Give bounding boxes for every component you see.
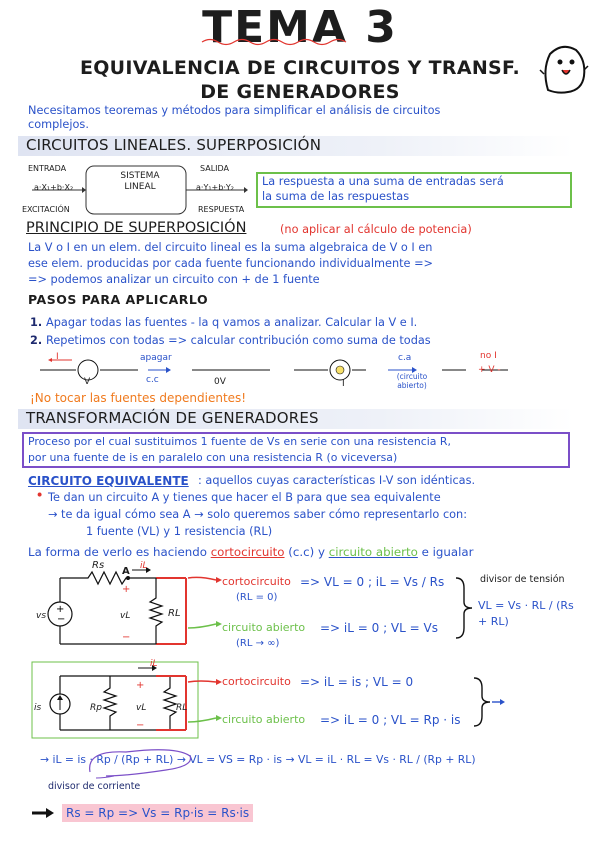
diagram-apagar: apagar — [140, 353, 172, 363]
final-result: Rs = Rp => Vs = Rp·is = Rs·is — [62, 804, 253, 822]
label-respuesta: RESPUESTA — [198, 205, 245, 214]
principle-line-3: => podemos analizar un circuito con + de 1 fuente — [28, 273, 320, 286]
circuit2-il: iL — [150, 659, 158, 669]
principle-heading: PRINCIPIO DE SUPERPOSICIÓN — [26, 220, 247, 236]
circuit1-ca-label: circuito abierto — [222, 621, 306, 634]
circuit1-cc-cond: (RL = 0) — [236, 592, 278, 603]
label-entrada: ENTRADA — [28, 164, 67, 173]
diagram-cc: c.c — [146, 375, 159, 385]
svg-text:−: − — [57, 614, 66, 625]
intro-line-1: Necesitamos teoremas y métodos para simplificar el análisis de circuitos — [28, 104, 441, 117]
circuit1-rs: Rs — [92, 560, 105, 571]
diagram-circuito-abierto: (circuito abierto) — [396, 372, 428, 390]
circuit2-is: is — [34, 703, 42, 713]
label-input-signal: a·X₁+b·X₂ — [34, 183, 74, 192]
diagram-i-label-2: I — [342, 379, 345, 389]
circuit1-ca-cond: (RL → ∞) — [236, 638, 280, 649]
circuit2-brace — [472, 676, 506, 728]
circuit2-cc-label: cortocircuito — [222, 675, 291, 688]
resistor-icon — [150, 578, 162, 644]
circuit1-vl: vL — [120, 611, 131, 621]
circuit2-cc-result: => iL = is ; VL = 0 — [300, 675, 414, 689]
subtitle-line-2: DE GENERADORES — [200, 81, 400, 103]
diagram-ca: c.a — [398, 353, 412, 363]
divisor-corriente-label: divisor de corriente — [48, 781, 141, 792]
forma-cc: (c.c) — [288, 545, 315, 559]
definition-line-2: por una fuente de is en paralelo con una resistencia R (o viceversa) — [28, 451, 398, 464]
forma-pre: La forma de verlo es haciendo — [28, 545, 207, 559]
circuit1-rl: RL — [168, 608, 181, 619]
diagram-no-i: no I — [480, 351, 497, 361]
bullet-line-2: → te da igual cómo sea A → solo queremos saber cómo representarlo con: — [48, 508, 468, 521]
step-1-number: 1. — [30, 316, 43, 329]
step-2-text: Repetimos con todas => calcular contribución como suma de todas — [46, 334, 431, 347]
circuit1-minus: − — [122, 632, 131, 643]
diagram-plus-v-minus: + V - — [478, 365, 501, 375]
forma-circuito-abierto: circuito abierto — [328, 545, 418, 559]
circuit1-il: iL — [140, 561, 148, 571]
system-line-2: LINEAL — [124, 182, 156, 192]
circuit1-a: A — [122, 566, 130, 577]
divisor-tension-label: divisor de tensión — [480, 574, 565, 585]
principle-line-1: La V o I en un elem. del circuito lineal es la suma algebraica de V o I en — [28, 241, 433, 254]
page-title: TEMA 3 — [202, 2, 398, 53]
circuit2-rp: Rp — [90, 703, 102, 713]
circuit2-ca-label: circuito abierto — [222, 713, 306, 726]
circuit2-vl: vL — [136, 703, 147, 713]
step-2-number: 2. — [30, 334, 43, 347]
circuit2-ca-result: => iL = 0 ; VL = Rp · is — [320, 713, 461, 727]
forma-y: y — [317, 545, 325, 559]
principle-note: (no aplicar al cálculo de potencia) — [280, 223, 472, 236]
formula-highlight-loop — [86, 742, 196, 782]
steps-heading: PASOS PARA APLICARLO — [28, 292, 209, 307]
label-output-signal: a·Y₁+b·Y₂ — [196, 183, 234, 192]
response-line-2: la suma de las respuestas — [262, 190, 410, 203]
diagram-i-label: I — [56, 352, 59, 362]
formula-line: → iL = is · Rp / (Rp + RL) → VL = VS = Rp · is → VL = iL · RL = Vs · RL / (Rp + RL) — [40, 753, 476, 766]
bullet-line-3: 1 fuente (VL) y 1 resistencia (RL) — [86, 525, 273, 538]
system-box-label — [90, 171, 190, 193]
bullet-line-1: Te dan un circuito A y tienes que hacer el B para que sea equivalente — [48, 491, 441, 504]
circuit2-plus: + — [136, 680, 145, 691]
steps-diagram — [30, 352, 520, 392]
arrow-icon — [30, 806, 56, 820]
bullet-dot: • — [36, 489, 44, 502]
label-excitacion: EXCITACIÓN — [22, 205, 70, 214]
circuit-2-current-source — [30, 660, 200, 740]
page-subtitle — [0, 56, 600, 104]
circuit1-cc-result: => VL = 0 ; iL = Vs / Rs — [300, 575, 445, 589]
label-salida: SALIDA — [200, 164, 230, 173]
circuit1-brace — [454, 576, 474, 640]
section-heading-circuitos-lineales: CIRCUITOS LINEALES. SUPERPOSICIÓN — [26, 136, 322, 154]
warning-text: ¡No tocar las fuentes dependientes! — [30, 391, 247, 405]
section-heading-transformacion: TRANSFORMACIÓN DE GENERADORES — [26, 409, 319, 427]
diagram-v-label: V — [84, 377, 91, 387]
equivalent-circuit-heading: CIRCUITO EQUIVALENTE — [28, 474, 189, 488]
title-scribble-decoration — [200, 36, 350, 46]
system-line-1: SISTEMA — [120, 171, 160, 181]
svg-text:+: + — [56, 604, 65, 615]
forma-cortocircuito: cortocircuito — [210, 545, 285, 559]
diagram-zero-v: 0V — [214, 377, 226, 387]
equivalent-circuit-definition: : aquellos cuyas características I-V son idénticas. — [198, 474, 476, 487]
circuit1-vs: vs — [36, 611, 47, 621]
subtitle-line-1: EQUIVALENCIA DE CIRCUITOS Y TRANSF. — [79, 57, 521, 79]
circuit1-ca-result: => iL = 0 ; VL = Vs — [320, 621, 438, 635]
circuit2-rl: RL — [176, 703, 188, 713]
intro-line-2: complejos. — [28, 118, 89, 131]
response-line-1: La respuesta a una suma de entradas será — [262, 175, 504, 188]
forma-igualar: e igualar — [421, 545, 474, 559]
circuit2-arrows — [186, 672, 226, 728]
definition-line-1: Proceso por el cual sustituimos 1 fuente de Vs en serie con una resistencia R, — [28, 435, 451, 448]
circuit1-plus: + — [122, 584, 131, 595]
divisor-tension-formula: VL = Vs · RL / (Rs + RL) — [478, 599, 574, 628]
circuit1-arrows — [186, 568, 226, 638]
circuit1-cc-label: cortocircuito — [222, 575, 291, 588]
step-1-text: Apagar todas las fuentes - la q vamos a analizar. Calcular la V e I. — [46, 316, 418, 329]
circuit2-minus: − — [136, 720, 145, 731]
principle-line-2: ese elem. producidas por cada fuente funcionando individualmente => — [28, 257, 433, 270]
